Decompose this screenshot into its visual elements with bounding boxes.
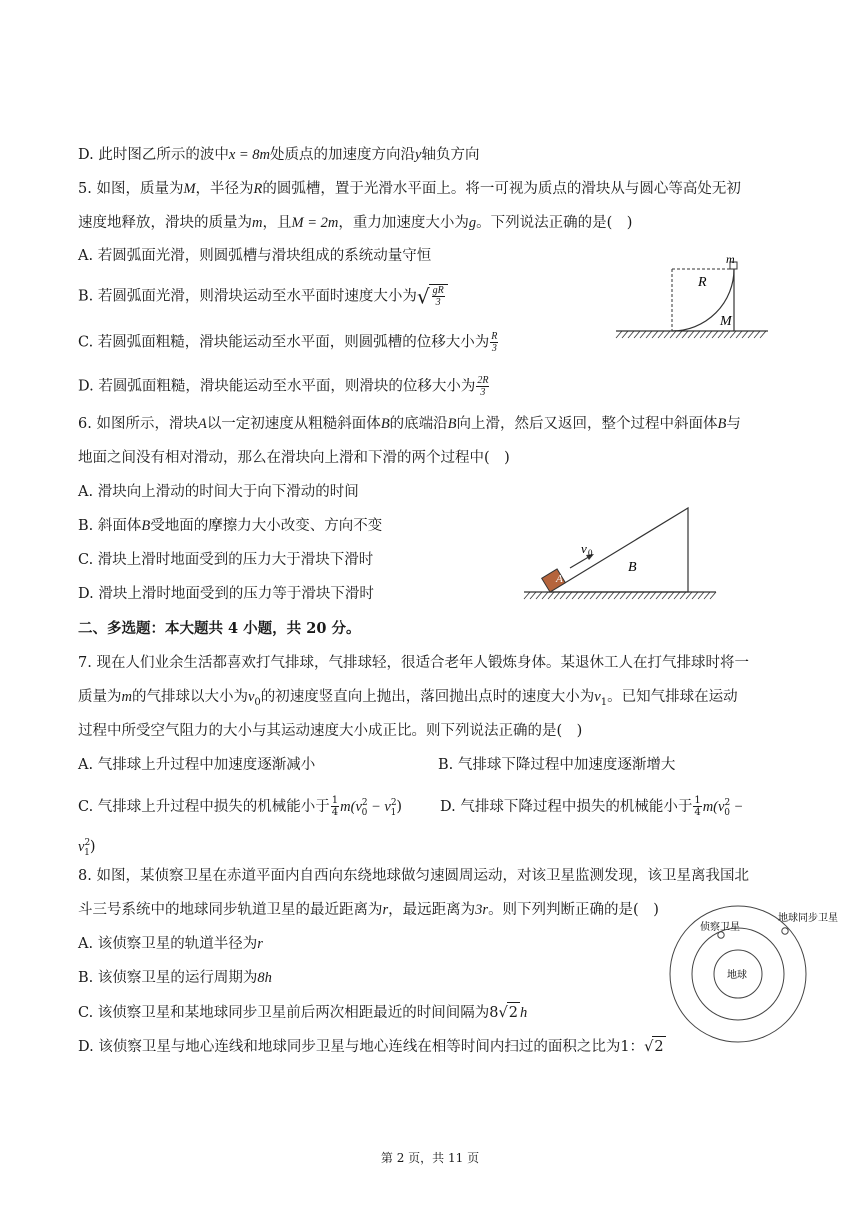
text: C. 若圆弧面粗糙，滑块能运动至水平面，则圆弧槽的位移大小为 [78,334,490,351]
math: B [717,416,727,432]
text: 以一定初速度从粗糙斜面体 [206,416,381,432]
denominator: 3 [491,343,497,354]
math: x = 8m [228,147,271,163]
q5-option-c [78,331,499,354]
text: 6. 如图所示，滑块 [78,416,198,432]
q7-option-b: B. 气排球下降过程中加速度逐渐增大 [438,757,676,773]
q6-option-b [78,516,382,536]
math: g [468,215,477,231]
subscript: 0 [724,807,730,818]
denominator: 3 [435,297,441,308]
superscript: 2 [361,798,368,808]
text: ，半径为 [195,181,254,197]
q8-stem-line2 [78,900,659,920]
math: − [729,798,744,815]
q7-stem-line2 [78,687,738,713]
q5-option-b: B. 若圆弧面光滑，则滑块运动至水平面时速度大小为√ $\frac{gR}{3}$ [78,284,448,308]
numerator: gR [432,285,444,296]
text: 处质点的加速度方向沿 [270,147,416,163]
numerator: 1 [694,795,701,807]
ground-hatch [616,331,766,338]
q6-stem-line1 [78,414,741,434]
numerator: 1 [331,795,339,807]
text: 斗三号系统中的地球同步轨道卫星的最近距离为 [78,902,383,918]
math: m(v [340,798,362,815]
text: 的初速度竖直向上抛出，落回抛出点时的速度大小为 [260,689,595,705]
math: B [141,518,151,534]
q4-option-d [78,145,479,165]
text: B. 斜面体 [78,518,142,534]
q5-stem-line2 [78,213,632,233]
q6-incline-figure [520,500,720,610]
q6-option-c: C. 滑块上滑时地面受到的压力大于滑块下滑时 [78,552,374,568]
text: ，且 [262,215,292,231]
math: r [382,902,389,918]
text: 与 [726,416,741,432]
text: ，最远距离为 [388,902,476,918]
text: D. 此时图乙所示的波中 [78,147,229,163]
label-geostationary-satellite: 地球同步卫星 [778,913,838,924]
math: r [257,936,263,952]
text: D. 若圆弧面粗糙，滑块能运动至水平面，则滑块的位移大小为 [78,378,476,395]
math: B [380,416,390,432]
text: D. 气排球下降过程中损失的机械能小于 [440,798,693,815]
page-footer: 第 2 页，共 11 页 [380,1151,480,1165]
text: 。已知气排球在运动 [607,689,738,705]
text: A. 该侦察卫星的轨道半径为 [78,936,258,952]
math: − v [367,798,391,815]
text: C. 气排球上升过程中损失的机械能小于 [78,798,330,815]
text: 轴负方向 [421,147,480,163]
ground-hatch [524,592,716,599]
q7-option-a: A. 气排球上升过程中加速度逐渐减小 [78,757,316,773]
math: m(v [702,798,725,815]
label-M: M [720,314,732,329]
geostationary-satellite [782,928,788,934]
denominator: 4 [331,807,339,819]
subscript: 1 [600,696,608,708]
denominator: 4 [694,807,701,819]
superscript: 2 [390,798,397,808]
numerator: 2R [477,375,489,386]
label-R: R [698,275,707,290]
text: D. 该侦察卫星与地心连线和地球同步卫星与地心连线在相等时间内扫过的面积之比为 [78,1039,621,1055]
text: 。则下列判断正确的是( ) [488,902,659,918]
math: B [447,416,457,432]
superscript: 2 [724,798,731,808]
math: R [253,181,263,197]
text: 向上滑，然后又返回，整个过程中斜面体 [456,416,718,432]
math: m [252,215,263,231]
math: m [121,689,132,705]
q5-option-a: A. 若圆弧面光滑，则圆弧槽与滑块组成的系统动量守恒 [78,248,432,264]
text: B. 该侦察卫星的运行周期为 [78,970,258,986]
denominator: 3 [480,387,486,398]
label-A: A [556,573,563,585]
text: 5. 如图，质量为 [78,181,184,197]
subscript: 1 [390,807,397,818]
math: v [594,689,601,705]
numerator: R [491,331,498,342]
label-v-sub: 0 [588,548,593,558]
q5-stem-line1 [78,179,741,199]
label-earth: 地球 [727,970,747,981]
label-v: v [581,541,587,556]
q7-stem-line3: 过程中所受空气阻力的大小与其运动速度大小成正比。则下列说法正确的是( ) [78,723,583,739]
subscript: 1 [84,847,90,858]
math: v [78,838,85,855]
math: 3r [475,902,489,918]
math: 1： [620,1039,645,1055]
math: A [197,416,207,432]
incline-B [550,508,688,592]
math: M [183,181,196,197]
text: C. 该侦察卫星和某地球同步卫星前后两次相距最近的时间间隔为 [78,1005,490,1021]
q7-option-d [440,793,743,823]
q7-option-c [78,793,402,823]
text: 的底端沿 [389,416,448,432]
q5-option-d [78,375,490,398]
text: 的气排球以大小为 [131,689,248,705]
text: 的圆弧槽，置于光滑水平面上。将一可视为质点的滑块从与圆心等高处无初 [262,181,741,197]
q8-option-a [78,934,263,954]
q8-orbit-figure [664,905,844,1055]
text: B. 若圆弧面光滑，则滑块运动至水平面时速度大小为 [78,288,417,305]
q8-option-d: D. 该侦察卫星与地心连线和地球同步卫星与地心连线在相等时间内扫过的面积之比为1：√2 [78,1036,666,1057]
text: 。下列说法正确的是( ) [476,215,633,231]
q8-stem-line1: 8. 如图，某侦察卫星在赤道平面内自西向东绕地球做匀速圆周运动，对该卫星监测发现，该卫星离我国北 [78,868,749,884]
q8-option-b [78,968,272,988]
math: 8h [257,970,272,986]
text: 速度地释放，滑块的质量为 [78,215,252,231]
subscript: 0 [254,696,261,708]
superscript: 2 [84,838,91,848]
math: y [415,147,422,163]
math: v [247,689,255,705]
q8-option-c: C. 该侦察卫星和某地球同步卫星前后两次相距最近的时间间隔为8√2 h [78,1002,527,1023]
math: 8 [489,1005,499,1021]
text: 受地面的摩擦力大小改变、方向不变 [150,518,383,534]
q6-stem-line2: 地面之间没有相对滑动，那么在滑块向上滑和下滑的两个过程中( ) [78,450,510,466]
q6-option-d: D. 滑块上滑时地面受到的压力等于滑块下滑时 [78,586,374,602]
math: ) [396,798,403,815]
q7-stem-line1: 7. 现在人们业余生活都喜欢打气排球，气排球轻，很适合老年人锻炼身体。某退休工人在打气排球时将一 [78,655,749,671]
text: 质量为 [78,689,122,705]
label-m: m [726,253,735,266]
math: h [520,1005,528,1021]
q7-option-d-continued [78,833,96,863]
radicand: 2 [652,1036,665,1057]
math: M = 2m [291,215,339,231]
radicand: 2 [507,1002,520,1023]
q6-option-a: A. 滑块向上滑动的时间大于向下滑动的时间 [78,484,359,500]
text: ，重力加速度大小为 [338,215,469,231]
label-B: B [628,560,637,575]
subscript: 0 [361,807,368,818]
q5-arc-groove-figure [612,253,772,348]
section-heading-multiple-choice: 二、多选题：本大题共 4 小题，共 20 分。 [78,620,361,637]
label-spy-satellite: 侦察卫星 [700,922,740,933]
math: ) [89,838,96,855]
